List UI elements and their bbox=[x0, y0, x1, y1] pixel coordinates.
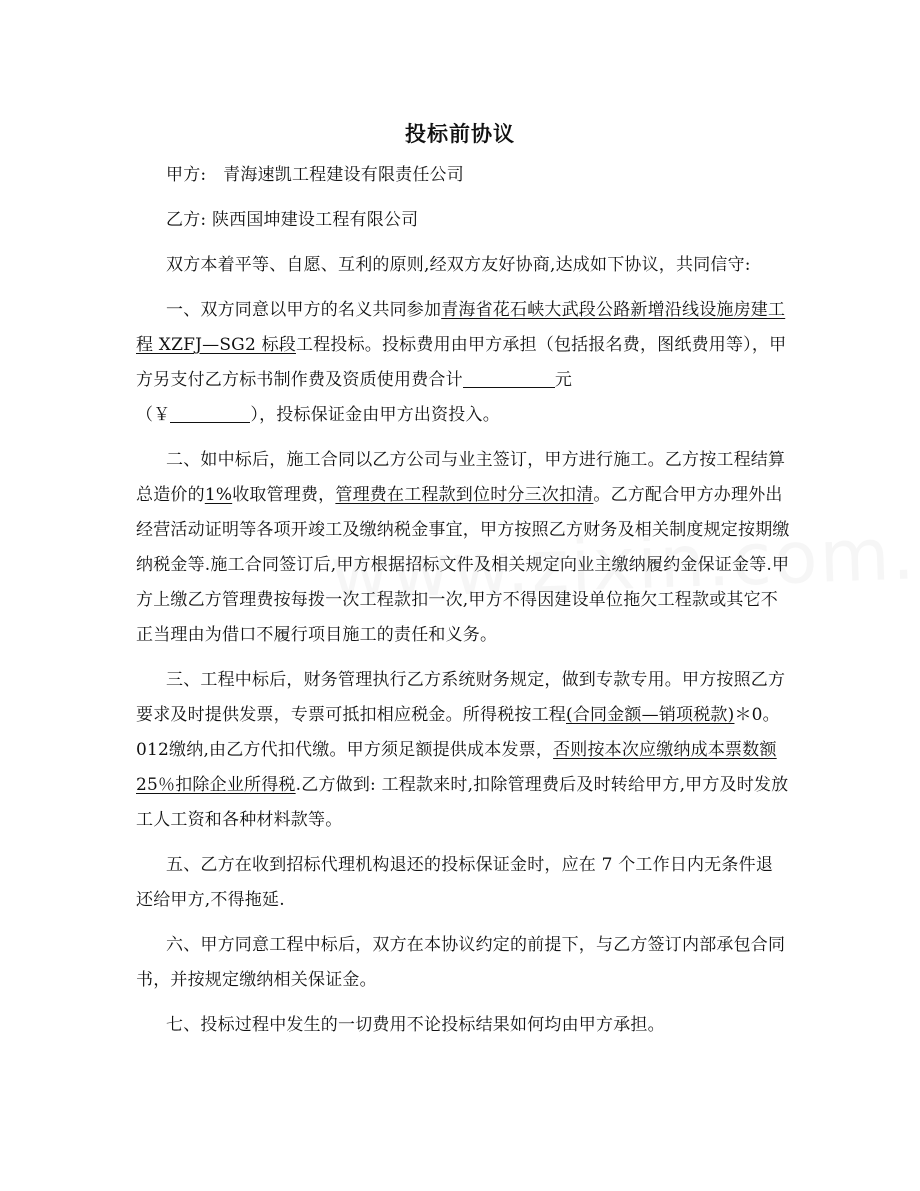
clause-2-pre: 二、如中标后，施工合同以乙方公司与业主签订，甲方进行施工。乙方按工程结算总造价的 bbox=[136, 450, 786, 505]
clause-3 bbox=[136, 663, 790, 838]
fee-terms: 管理费在工程款到位时分三次扣清 bbox=[335, 485, 594, 505]
tax-penalty: 否则按本次应缴纳成本票数额25％扣除企业所得税 bbox=[136, 740, 777, 795]
party-b-label: 乙方: bbox=[166, 210, 207, 230]
amount-yen-blank bbox=[170, 404, 250, 423]
party-b-line bbox=[136, 203, 790, 238]
party-a-name: 青海速凯工程建设有限责任公司 bbox=[223, 165, 464, 185]
amount-blank bbox=[463, 369, 555, 388]
party-a-label: 甲方: bbox=[166, 165, 207, 185]
page-title: 投标前协议 bbox=[405, 122, 515, 146]
amount-paren-open: （￥ bbox=[136, 405, 171, 425]
project-name: 青海省花石峡大武段公路新增沿线设施房建工程 XZFJ—SG2 标段 bbox=[136, 300, 786, 355]
clause-5: 五、乙方在收到招标代理机构退还的投标保证金时，应在 7 个工作日内无条件退还给甲方,不得拖延. bbox=[136, 855, 774, 910]
clause-1-pre: 一、双方同意以甲方的名义共同参加 bbox=[166, 300, 442, 320]
party-b-name: 陕西国坤建设工程有限公司 bbox=[211, 210, 419, 230]
clause-3-pre: 三、工程中标后，财务管理执行乙方系统财务规定，做到专款专用。甲方按照乙方要求及时提供发票，专票可抵扣相应税金。所得税按工程 bbox=[136, 670, 786, 725]
clause-3-end: .乙方做到: 工程款来时,扣除管理费后及时转给甲方,甲方及时发放工人工资和各种材料款等。 bbox=[136, 775, 789, 830]
clause-2-post: 。乙方配合甲方办理外出经营活动证明等各项开竣工及缴纳税金事宜，甲方按照乙方财务及相关制度规定按期缴纳税金等.施工合同签订后,甲方根据招标文件及相关规定向业主缴纳履约金保证金等.甲方上缴乙方管理费按每拨一次工程款扣一次,甲方不得因建设单位拖欠工程款或其它不正当理由为借口不履行项目施工的责任和义务。 bbox=[136, 485, 790, 645]
clause-1 bbox=[136, 293, 790, 433]
party-a-line bbox=[136, 158, 790, 193]
tax-formula: (合同金额—销项税款) bbox=[566, 705, 735, 725]
clause-6: 六、甲方同意工程中标后，双方在本协议约定的前提下，与乙方签订内部承包合同书，并按规定缴纳相关保证金。 bbox=[136, 935, 786, 990]
document-body bbox=[136, 158, 790, 1043]
clause-1-end: ），投标保证金由甲方出资投入。 bbox=[250, 405, 500, 425]
clause-7: 七、投标过程中发生的一切费用不论投标结果如何均由甲方承担。 bbox=[166, 1015, 665, 1035]
clause-3-post: ＊0。012缴纳,由乙方代扣代缴。甲方须足额提供成本发票， bbox=[136, 705, 780, 760]
clause-2 bbox=[136, 443, 790, 653]
clause-2-mid: 收取管理费， bbox=[232, 485, 336, 505]
fee-rate: 1% bbox=[204, 485, 233, 505]
intro-paragraph: 双方本着平等、自愿、互利的原则,经双方友好协商,达成如下协议，共同信守: bbox=[166, 255, 751, 275]
clause-1-post: 工程投标。投标费用由甲方承担（包括报名费，图纸费用等），甲方另支付乙方标书制作费及资质使用费合计 bbox=[136, 335, 787, 390]
amount-unit: 元 bbox=[554, 370, 573, 390]
